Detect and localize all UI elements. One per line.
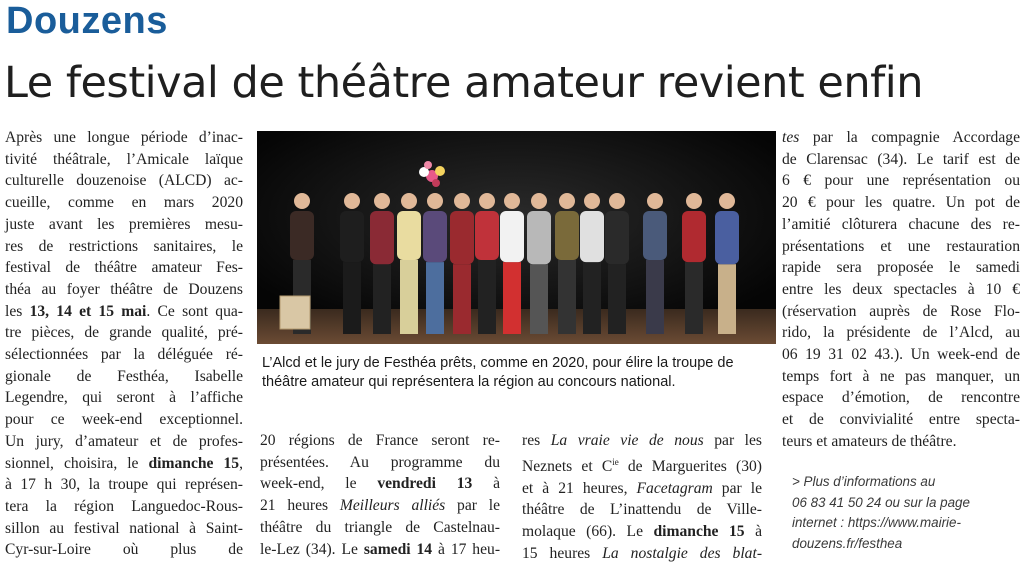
text-line: tera la région Languedoc-Rous-: [5, 497, 243, 515]
text-line: 20 régions de France seront re-: [260, 432, 500, 449]
person-legs: [426, 262, 444, 334]
person-body: [580, 211, 604, 262]
text-line: présentées. Au programme du: [260, 453, 500, 471]
person-head: [609, 193, 625, 209]
text-line: à 17 h 30, la troupe qui représen-: [5, 476, 243, 494]
text-line-with-italic-title: tes par la compagnie Accordage: [782, 129, 1020, 146]
article-column-2: [260, 430, 500, 560]
text-line: Legendre, qui seront à l’affiche: [5, 389, 243, 407]
person-head: [479, 193, 495, 209]
person-head: [454, 193, 470, 209]
text-line: 20 € pour les quatre. Un pot de: [782, 194, 1020, 212]
person-legs: [558, 260, 576, 334]
text-line: festival de théâtre amateur Fes-: [5, 259, 243, 277]
info-line-link[interactable]: internet : https://www.mairie-: [792, 515, 961, 530]
text-line: présentations et une restauration: [782, 237, 1020, 255]
text-line: Neznets et $C^{ie}$ de Marguerites (30): [522, 456, 762, 475]
text-line: 06 19 31 02 43.). Un week-end de: [782, 346, 1020, 364]
person-body: [370, 211, 394, 264]
person-body: [555, 211, 579, 260]
text-line-with-bold-dates: les 13, 14 et 15 mai. Ce sont qua-: [5, 302, 243, 320]
article-column-4: [782, 127, 1020, 453]
person-head: [504, 193, 520, 209]
text-line: entre les deux spectacles à 10 €: [782, 280, 1020, 298]
person-body: [682, 211, 706, 262]
person-body: [340, 211, 364, 262]
person-legs: [646, 260, 664, 334]
text-line: rido, la présidente de l’Alcd, au: [782, 324, 1020, 342]
text-line: Après une longue période d’inac-: [5, 129, 243, 146]
person-head: [427, 193, 443, 209]
person-legs: [373, 264, 391, 334]
person-head: [686, 193, 702, 209]
info-line-link[interactable]: douzens.fr/festhea: [792, 535, 903, 551]
text-line: sillon au festival national à Saint-: [5, 519, 243, 537]
person-head: [531, 193, 547, 209]
text-line-with-bold-day: le-Lez (34). Le samedi 14 à 17 heu-: [260, 540, 501, 558]
text-line: culturelle douzenoise (ALCD) ac-: [5, 172, 243, 190]
text-line: temps fort à ne pas manquer, un: [782, 367, 1020, 385]
photo-caption: L’Alcd et le jury de Festhéa prêts, comme en 2020, pour élire la troupe de théâtre amateur qui représentera la région au concours national.: [262, 355, 734, 390]
text-line: Un jury, d’amateur et de profes-: [5, 432, 243, 450]
text-line: res de restrictions sanitaires, le: [5, 237, 243, 255]
text-line: Cyr-sur-Loire où plus de: [5, 541, 243, 559]
text-line: sélectionnées par la déléguée ré-: [5, 346, 243, 364]
person-legs: [400, 260, 418, 334]
person-body: [397, 211, 421, 260]
person-body: [715, 211, 739, 264]
text-line: gionale de Festhéa, Isabelle: [5, 367, 243, 385]
more-info-box: [792, 472, 1022, 554]
rubric-title: Douzens: [6, 0, 168, 42]
text-line: pour ce week-end exceptionnel.: [5, 411, 243, 429]
person-body: [500, 211, 524, 262]
person-head: [647, 193, 663, 209]
text-line: juste avant les premières mesu-: [5, 215, 243, 233]
person-body: [605, 211, 629, 264]
text-line: théa au foyer théâtre de Douzens: [5, 280, 243, 298]
person-body: [527, 211, 551, 264]
group-photo-illustration: [257, 131, 776, 344]
text-line: 6 € pour une représentation ou: [782, 172, 1020, 190]
article-column-3: [522, 430, 762, 564]
person-legs: [478, 260, 496, 334]
person-legs: [718, 264, 736, 334]
person-head: [374, 193, 390, 209]
person-body: [475, 211, 499, 260]
person-body: [450, 211, 474, 264]
text-line: (réservation auprès de Rose Flo-: [782, 302, 1020, 320]
person-body: [423, 211, 447, 262]
person-head: [584, 193, 600, 209]
person-legs: [453, 264, 471, 334]
text-line-with-italic-title: 15 heures La nostalgie des blat-: [522, 544, 763, 562]
text-line-with-italic-title: res La vraie vie de nous par les: [522, 432, 762, 449]
person-head: [344, 193, 360, 209]
person-body: [290, 211, 314, 260]
text-line-with-bold-day: sionnel, choisira, le dimanche 15,: [5, 454, 243, 472]
article-column-1: [5, 127, 243, 561]
person-head: [294, 193, 310, 209]
person-legs: [343, 262, 361, 334]
text-line: de Clarensac (34). Le tarif est de: [782, 150, 1020, 168]
group-photo: [257, 131, 776, 344]
text-line: espace d’émotion, de rencontre: [782, 389, 1020, 407]
person-legs: [685, 262, 703, 334]
text-line: rapide sera proposée le samedi: [782, 259, 1020, 277]
text-line: tivité théâtrale, l’Amicale laïque: [5, 150, 243, 168]
text-line: cueille, comme en mars 2020: [5, 194, 243, 212]
person-body: [643, 211, 667, 260]
person-legs: [608, 264, 626, 334]
text-line: teurs et amateurs de théâtre.: [782, 432, 957, 450]
person-head: [719, 193, 735, 209]
person-head: [559, 193, 575, 209]
text-line: théâtre du triangle de Castelnau-: [260, 518, 500, 536]
text-line-with-bold-day: week-end, le vendredi 13 à: [260, 475, 501, 493]
text-line: et de convivialité entre specta-: [782, 411, 1020, 429]
person-head: [401, 193, 417, 209]
text-line-with-italic-title: 21 heures Meilleurs alliés par le: [260, 497, 500, 515]
article-headline: Le festival de théâtre amateur revient enfin: [4, 58, 923, 108]
person-legs: [530, 264, 548, 334]
text-line: tre pièces, de grande qualité, pré-: [5, 324, 243, 342]
person-legs: [503, 262, 521, 334]
text-line-with-bold-day: molaque (66). Le dimanche 15 à: [522, 523, 762, 540]
info-line: 06 83 41 50 24 ou sur la page: [792, 494, 970, 510]
info-line: > Plus d’informations au: [792, 474, 936, 489]
text-line: l’amitié clôturera chacune des re-: [782, 215, 1020, 233]
text-line-with-italic-title: et à 21 heures, Facetagram par le: [522, 479, 762, 497]
person-legs: [583, 262, 601, 334]
text-line: théâtre de L’inattendu de Ville-: [522, 501, 762, 519]
